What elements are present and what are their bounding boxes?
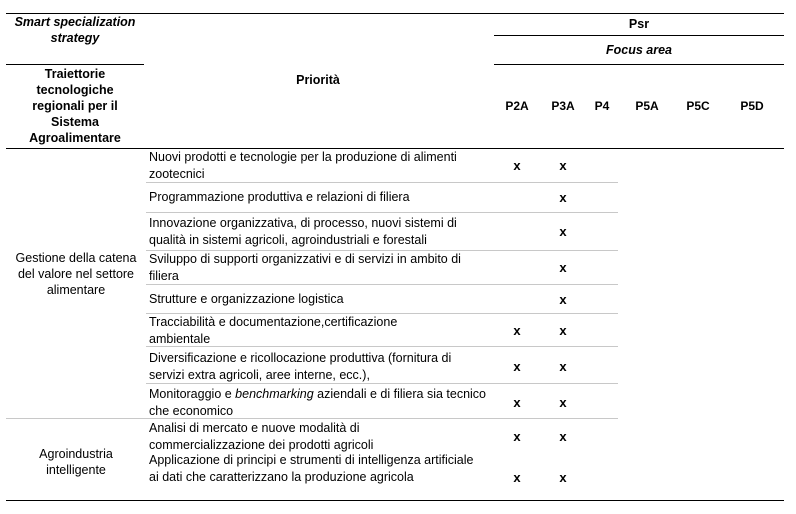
- mark-p3a: x: [559, 158, 567, 173]
- mark-p3a: x: [559, 260, 567, 275]
- mark-p3a: x: [559, 292, 567, 307]
- column-header-p5d: P5D: [740, 99, 764, 113]
- strategy-underline: [6, 64, 144, 65]
- row-divider: [146, 212, 618, 213]
- priority-cell: Innovazione organizzativa, di processo, nuovi sistemi di qualità in sistemi agricoli, agroindustriali e forestali: [149, 216, 457, 247]
- table-bottom-rule: [6, 500, 784, 501]
- trajectories-header: Traiettorie tecnologiche regionali per il Sistema Agroalimentare: [29, 67, 121, 145]
- mark-p3a: x: [559, 190, 567, 205]
- row-divider: [146, 383, 618, 384]
- column-header-p5a: P5A: [635, 99, 659, 113]
- mark-p3a: x: [559, 429, 567, 444]
- priority-cell: Sviluppo di supporti organizzativi e di servizi in ambito di filiera: [149, 252, 461, 283]
- strategy-header: Smart specialization strategy: [14, 15, 136, 45]
- priority-cell: Diversificazione e ricollocazione produttiva (fornitura di servizi extra agricoli, aree interne, ecc.),: [149, 351, 452, 382]
- priority-header: Priorità: [296, 73, 340, 87]
- row-divider: [146, 182, 618, 183]
- mark-p2a: x: [513, 429, 521, 444]
- priority-cell: Applicazione di principi e strumenti di intelligenza artificiale ai dati che caratterizzano la produzione agricola: [149, 453, 474, 484]
- mark-p2a: x: [513, 395, 521, 410]
- priority-cell: Analisi di mercato e nuove modalità di commercializzazione dei prodotti agricoli: [149, 421, 374, 452]
- priority-cell: Strutture e organizzazione logistica: [149, 292, 344, 306]
- psr-underline: [494, 35, 784, 36]
- priority-text: aziendali e di filiera sia tecnico che economico: [149, 387, 487, 418]
- priority-emphasis: benchmarking: [235, 387, 314, 401]
- priority-cell: Programmazione produttiva e relazioni di filiera: [149, 190, 410, 204]
- priority-cell: Tracciabilità e documentazione,certificazione ambientale: [149, 315, 398, 346]
- mark-p2a: x: [513, 323, 521, 338]
- group-label-agroindustry: Agroindustria intelligente: [39, 447, 113, 477]
- row-divider: [146, 284, 618, 285]
- mark-p3a: x: [559, 224, 567, 239]
- priority-text: Monitoraggio e: [149, 387, 236, 401]
- mark-p3a: x: [559, 359, 567, 374]
- column-header-p3a: P3A: [551, 99, 575, 113]
- column-header-p4: P4: [594, 99, 610, 113]
- column-header-p2a: P2A: [505, 99, 529, 113]
- psr-header: Psr: [628, 17, 650, 31]
- focus-area-header: Focus area: [605, 43, 672, 57]
- mark-p2a: x: [513, 158, 521, 173]
- mark-p2a: x: [513, 359, 521, 374]
- mark-p3a: x: [559, 323, 567, 338]
- mark-p3a: x: [559, 470, 567, 485]
- focus-area-underline: [494, 64, 784, 65]
- priority-cell: [149, 386, 489, 419]
- mark-p2a: x: [513, 470, 521, 485]
- group-label-supply-chain: Gestione della catena del valore nel settore alimentare: [15, 251, 137, 297]
- mark-p3a: x: [559, 395, 567, 410]
- column-header-p5c: P5C: [686, 99, 710, 113]
- priority-cell: Nuovi prodotti e tecnologie per la produzione di alimenti zootecnici: [149, 150, 457, 181]
